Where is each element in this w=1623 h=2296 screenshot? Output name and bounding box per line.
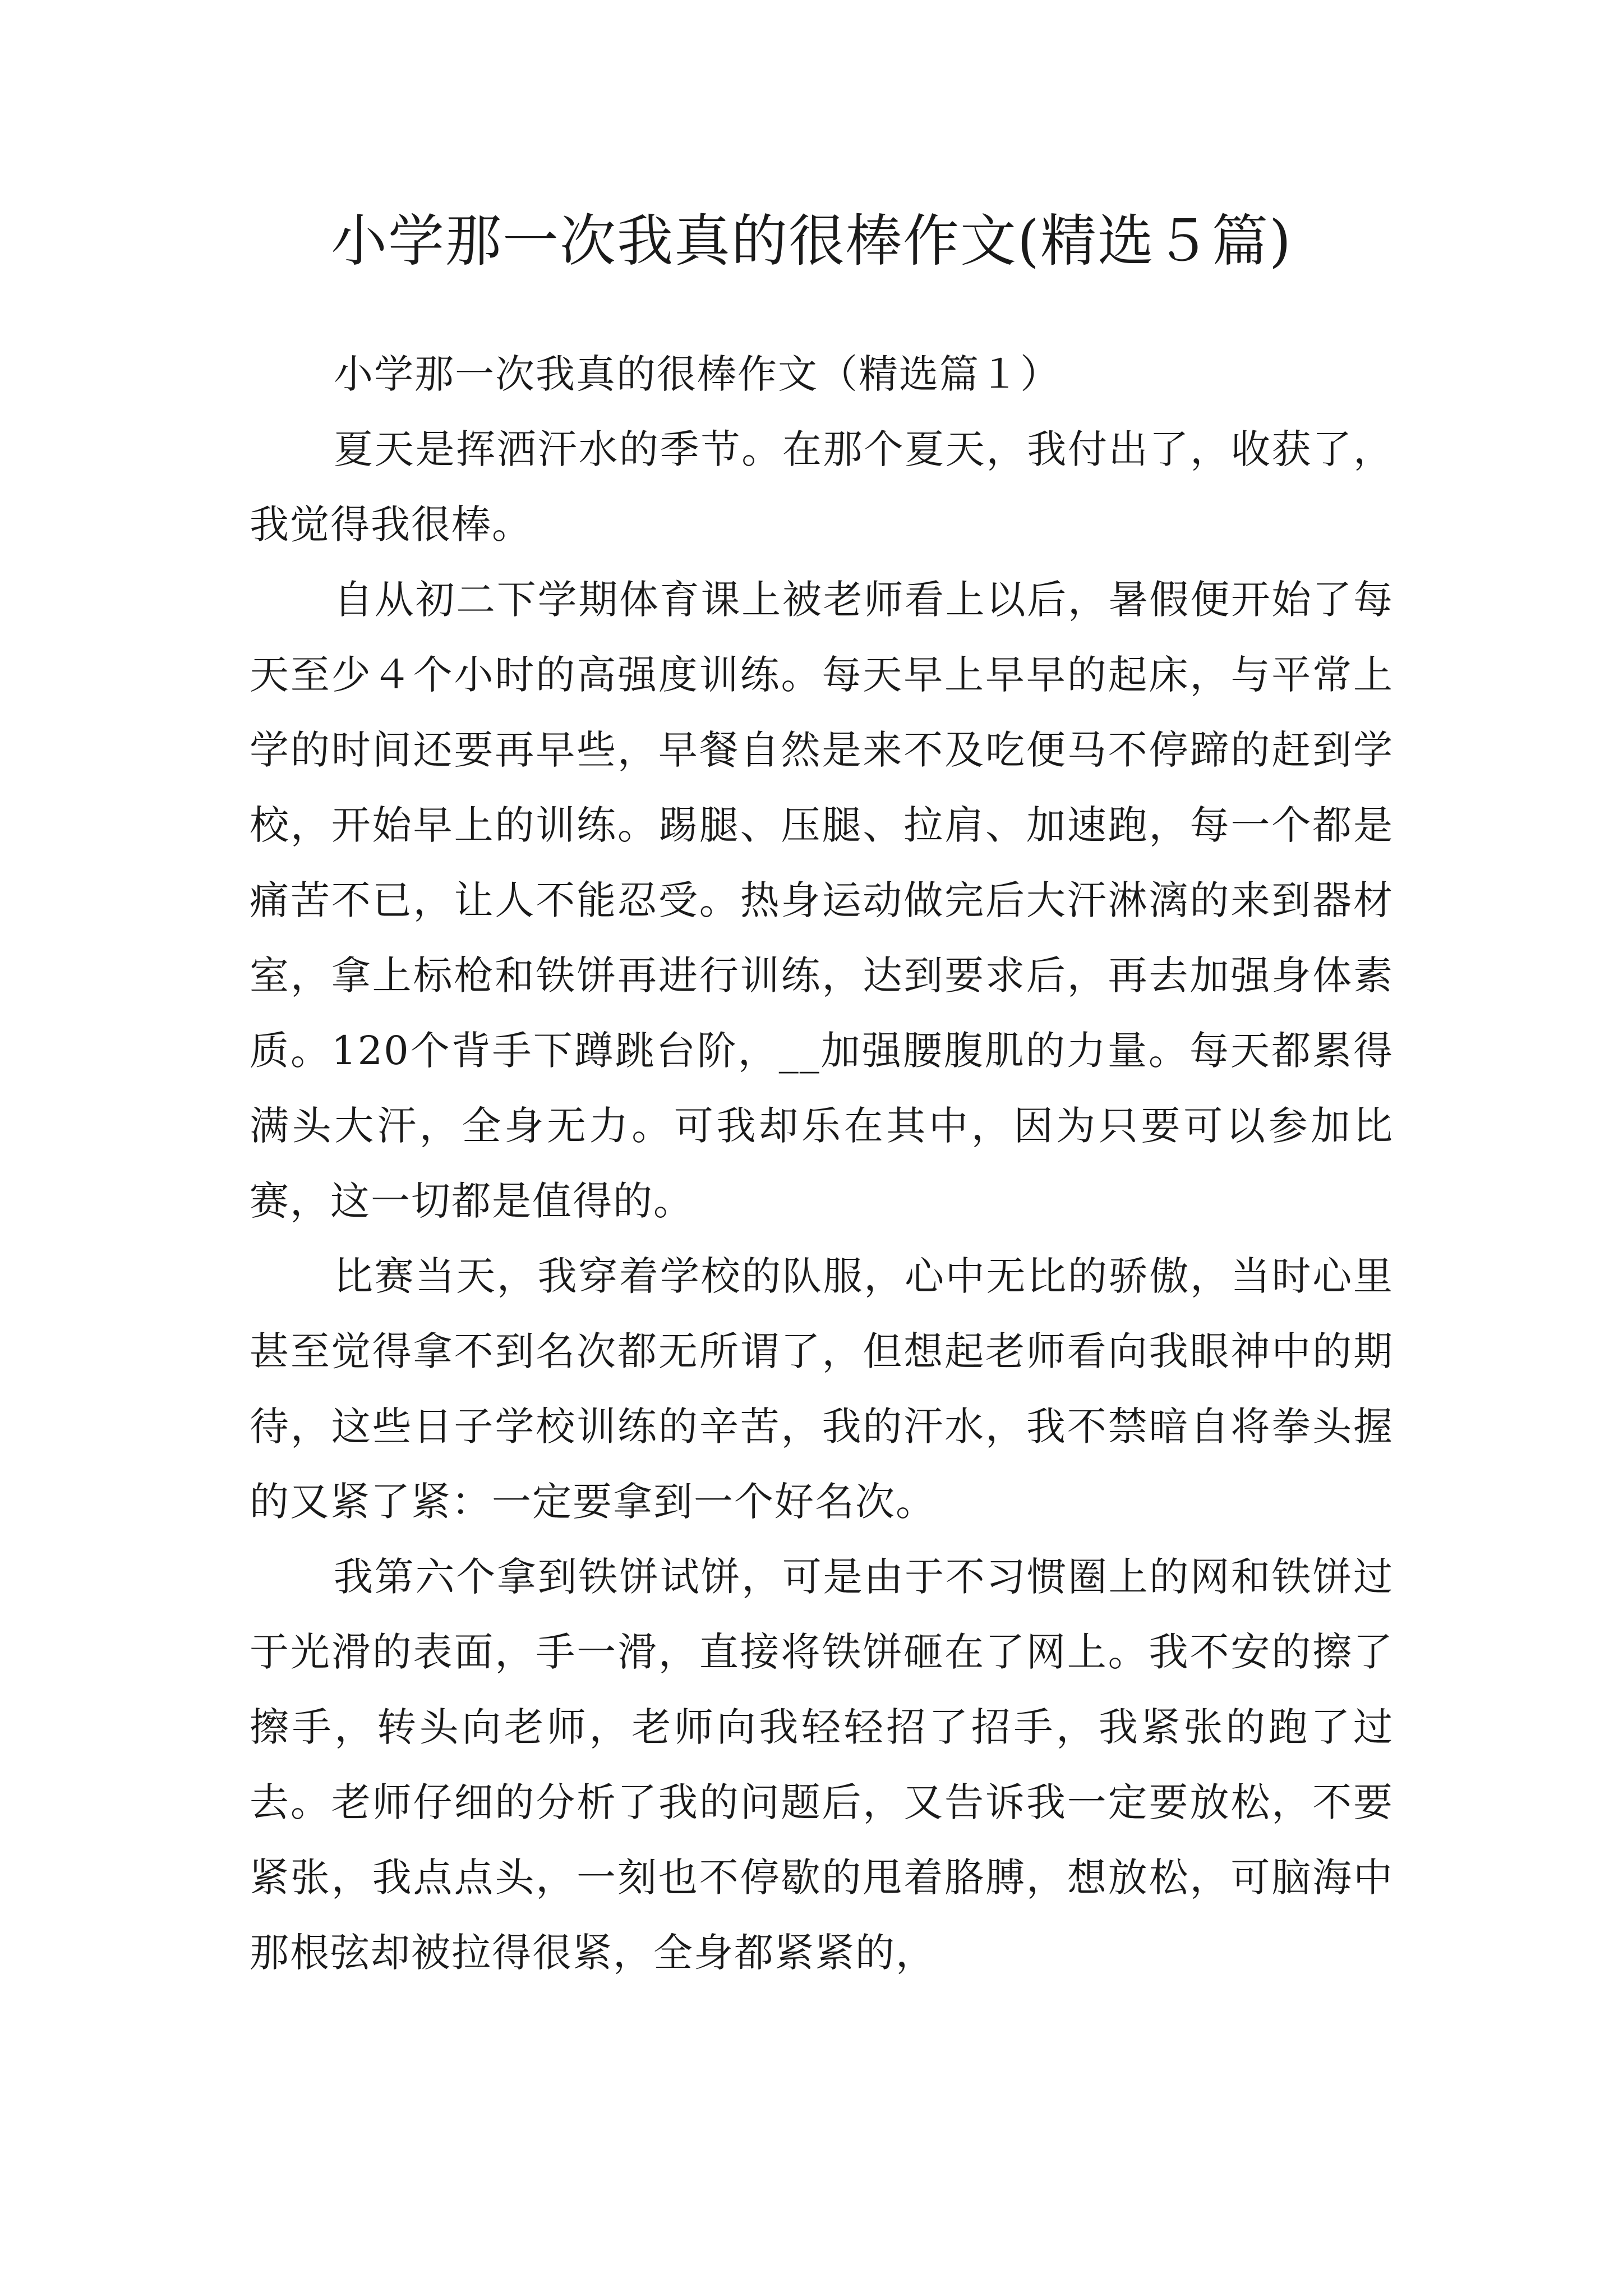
paragraph: 自从初二下学期体育课上被老师看上以后，暑假便开始了每天至少４个小时的高强度训练。每天早上早早的起床，与平常上学的时间还要再早些，早餐自然是来不及吃便马不停蹄的赶到学校，开始早上的训练。踢腿、压腿、拉肩、加速跑，每一个都是痛苦不已，让人不能忍受。热身运动做完后大汗淋漓的来到器材室，拿上标枪和铁饼再进行训练，达到要求后，再去加强身体素质。120个背手下蹲跳台阶，__加强腰腹肌的力量。每天都累得满头大汗，全身无力。可我却乐在其中，因为只要可以参加比赛，这一切都是值得的。 [250, 577, 1394, 1224]
section-heading: 小学那一次我真的很棒作文（精选篇１） [334, 351, 1061, 397]
document-title: 小学那一次我真的很棒作文(精选５篇) [330, 208, 1293, 274]
paragraph: 夏天是挥洒汗水的季节。在那个夏天，我付出了，收获了，我觉得我很棒。 [250, 426, 1394, 547]
paragraph: 我第六个拿到铁饼试饼，可是由于不习惯圈上的网和铁饼过于光滑的表面，手一滑，直接将铁饼砸在了网上。我不安的擦了擦手，转头向老师，老师向我轻轻招了招手，我紧张的跑了过去。老师仔细的分析了我的问题后，又告诉我一定要放松，不要紧张，我点点头，一刻也不停歇的甩着胳膊，想放松，可脑海中那根弦却被拉得很紧，全身都紧紧的， [250, 1554, 1394, 1976]
document-body [250, 337, 1394, 1990]
paragraph: 比赛当天，我穿着学校的队服，心中无比的骄傲，当时心里甚至觉得拿不到名次都无所谓了，但想起老师看向我眼神中的期待，这些日子学校训练的辛苦，我的汗水，我不禁暗自将拳头握的又紧了紧：一定要拿到一个好名次。 [250, 1253, 1394, 1525]
